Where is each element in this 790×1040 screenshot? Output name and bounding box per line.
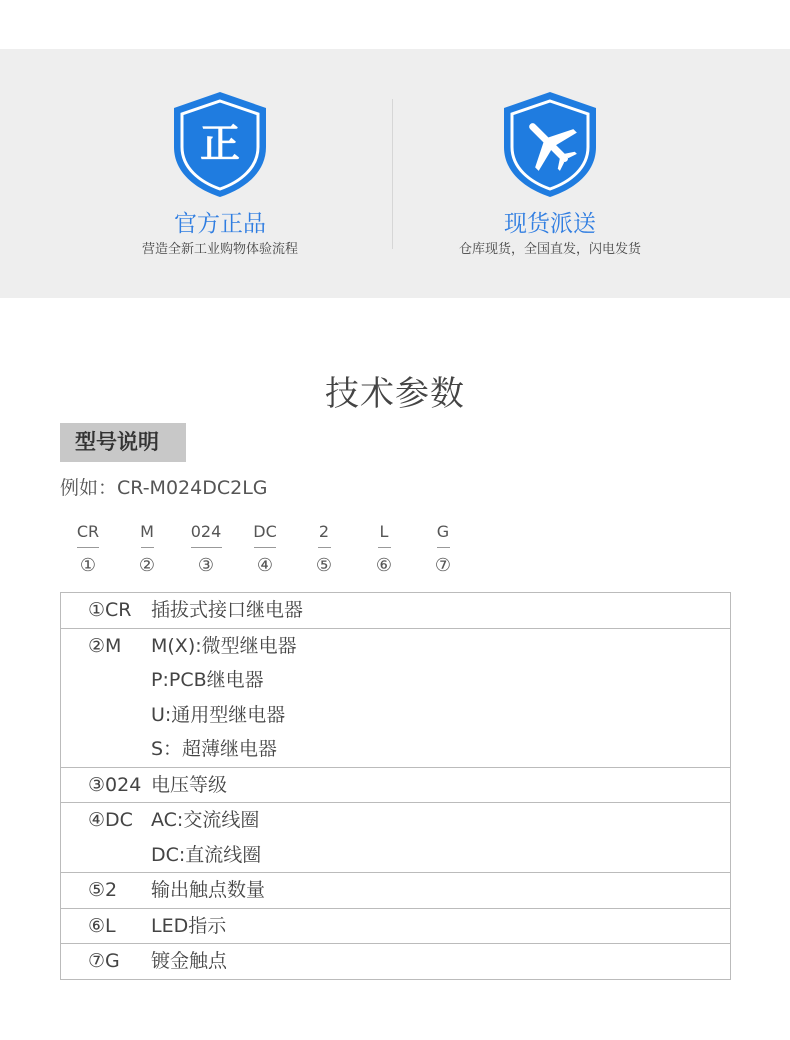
code-part-index: ⑥	[375, 555, 393, 576]
spec-values	[61, 803, 730, 872]
spec-key: ⑥L	[88, 914, 116, 937]
model-badge: 型号说明	[60, 423, 186, 462]
shield-airplane-icon	[499, 89, 601, 199]
spec-value: 电压等级	[151, 773, 228, 796]
spec-value: 插拔式接口继电器	[151, 599, 304, 621]
spec-value: S：超薄继电器	[151, 738, 278, 760]
section-title: 技术参数	[325, 374, 465, 414]
spec-key: ④DC	[88, 809, 133, 831]
code-part	[413, 520, 473, 578]
spec-value: LED指示	[151, 914, 227, 937]
feature-instock-title: 现货派送	[504, 211, 596, 237]
code-part-code: L	[379, 522, 389, 541]
spec-key: ③024	[88, 773, 142, 796]
spec-row	[61, 872, 730, 908]
shield-zheng-icon	[169, 89, 271, 199]
code-underline	[254, 547, 276, 548]
code-underline	[141, 547, 154, 548]
code-part	[58, 520, 118, 578]
code-part-code: DC	[253, 522, 277, 541]
spec-table	[60, 592, 731, 980]
code-part-code: G	[436, 522, 450, 541]
feature-instock	[430, 89, 670, 259]
code-underline	[191, 547, 222, 548]
code-part-index: ⑤	[315, 555, 333, 576]
feature-authentic	[100, 89, 340, 259]
spec-values	[61, 593, 730, 628]
spec-values	[61, 873, 730, 908]
feature-authentic-subtitle: 营造全新工业购物体验流程	[141, 242, 298, 257]
spec-key: ②M	[88, 634, 122, 657]
spec-value: 输出触点数量	[151, 879, 266, 901]
code-part	[176, 520, 236, 578]
code-underline	[378, 547, 391, 548]
code-part-index: ④	[256, 555, 274, 576]
spec-values	[61, 629, 730, 767]
code-part-code: CR	[76, 522, 100, 541]
spec-row	[61, 908, 730, 944]
code-part-index: ①	[79, 555, 97, 576]
code-underline	[77, 547, 99, 548]
code-part-index: ⑦	[434, 555, 452, 576]
spec-value: DC:直流线圈	[151, 843, 262, 866]
code-part	[117, 520, 177, 578]
spec-row	[61, 943, 730, 979]
spec-value: AC:交流线圈	[151, 809, 260, 831]
spec-row	[61, 802, 730, 872]
feature-instock-subtitle: 仓库现货，全国直发，闪电发货	[458, 242, 641, 257]
features-banner	[0, 49, 790, 298]
shield-glyph: 正	[200, 121, 240, 167]
code-part	[354, 520, 414, 578]
spec-row	[61, 593, 730, 628]
feature-authentic-title: 官方正品	[174, 211, 266, 237]
spec-value: P:PCB继电器	[151, 669, 264, 691]
spec-value: U:通用型继电器	[151, 703, 286, 726]
code-part-code: M	[140, 522, 154, 541]
banner-divider	[392, 99, 393, 249]
model-example: 例如：CR-M024DC2LG	[60, 477, 268, 499]
code-part-code: 2	[318, 522, 330, 541]
code-part	[235, 520, 295, 578]
spec-key: ⑦G	[88, 950, 120, 972]
spec-row	[61, 628, 730, 767]
spec-row	[61, 767, 730, 803]
spec-values	[61, 768, 730, 803]
spec-values	[61, 944, 730, 979]
spec-value: 镀金触点	[151, 950, 228, 972]
spec-values	[61, 909, 730, 944]
spec-key: ⑤2	[88, 879, 118, 901]
code-part-code: 024	[190, 522, 222, 541]
code-part	[294, 520, 354, 578]
code-part-index: ②	[138, 555, 156, 576]
code-underline	[437, 547, 450, 548]
spec-key: ①CR	[88, 599, 132, 621]
code-underline	[318, 547, 331, 548]
spec-value: M(X):微型继电器	[151, 634, 297, 657]
code-part-index: ③	[197, 555, 215, 576]
